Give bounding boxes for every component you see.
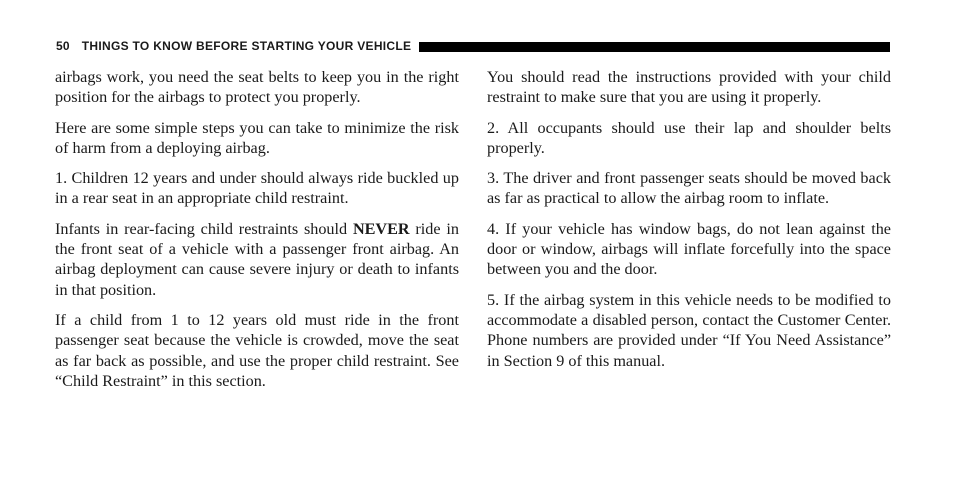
page-number: 50: [56, 39, 70, 53]
paragraph-text: ride in the front seat of a vehicle with a passenger front airbag. An airbag deployment can cause severe injury or death to infants in that position.: [55, 219, 459, 299]
paragraph: 1. Children 12 years and under should always ride buckled up in a rear seat in an appropriate child restraint.: [55, 169, 459, 208]
section-title: THINGS TO KNOW BEFORE STARTING YOUR VEHICLE: [81, 39, 412, 53]
paragraph: You should read the instructions provided with your child restraint to make sure that you are using it properly.: [487, 68, 891, 107]
paragraph: Here are some simple steps you can take to minimize the risk of harm from a deploying airbag.: [55, 118, 459, 157]
paragraph-text: Infants in rear-facing child restraints should: [55, 219, 353, 238]
paragraph: 3. The driver and front passenger seats should be moved back as far as practical to allow the airbag room to inflate.: [487, 169, 891, 208]
paragraph: [55, 219, 459, 300]
paragraph: 5. If the airbag system in this vehicle needs to be modified to accommodate a disabled person, contact the Customer Center. Phone numbers are provided under “If You Need Assistance” in Section 9 of this manual.: [487, 290, 891, 370]
paragraph: 2. All occupants should use their lap and shoulder belts properly.: [487, 118, 891, 157]
paragraph: 4. If your vehicle has window bags, do not lean against the door or window, airbags will inflate forcefully into the space between you and the door.: [487, 219, 891, 279]
page-header: [56, 38, 890, 54]
right-column: [487, 67, 891, 381]
emphasis-never: NEVER: [352, 219, 410, 238]
paragraph: airbags work, you need the seat belts to keep you in the right position for the airbags to protect you properly.: [55, 68, 459, 107]
paragraph: If a child from 1 to 12 years old must ride in the front passenger seat because the vehicle is crowded, move the seat as far back as possible, and use the proper child restraint. See “Child Restraint” in this section.: [55, 310, 459, 390]
header-rule: [419, 42, 890, 52]
left-column: [55, 67, 459, 401]
